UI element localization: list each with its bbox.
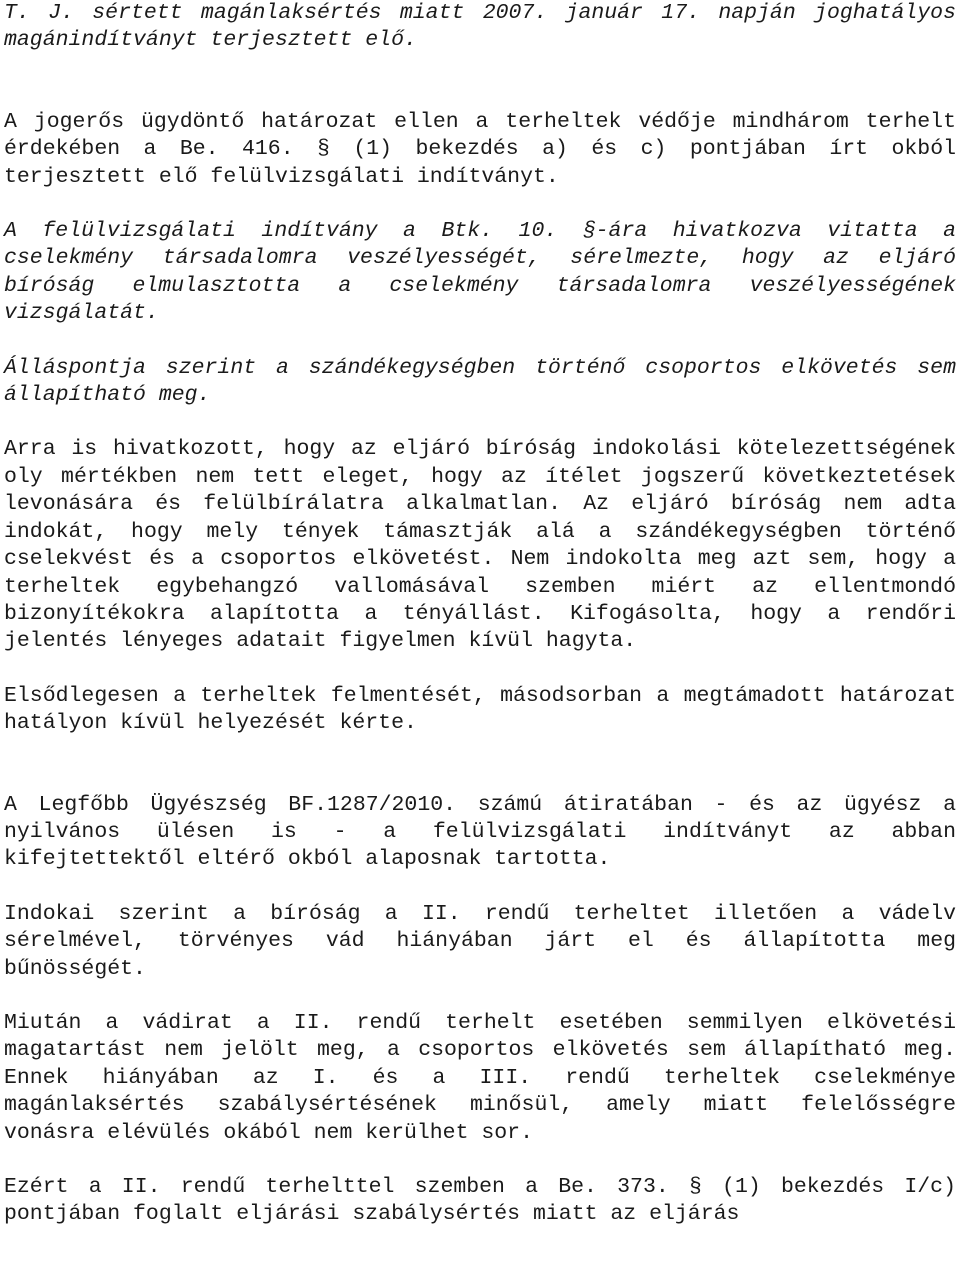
paragraph-3: A felülvizsgálati indítvány a Btk. 10. §-ára hivatkozva vitatta a cselekmény társadalomra veszélyességét, sérelmezte, hogy az eljáró bíróság elmulasztotta a cselekmény társadalomra veszélyességének vizsgálatát. — [4, 219, 956, 326]
paragraph-6: Elsődlegesen a terheltek felmentését, másodsorban a megtámadott határozat hatályon kívül helyezését kérte. — [4, 683, 956, 736]
paragraph-7: A Legfőbb Ügyészség BF.1287/2010. számú átiratában - és az ügyész a nyilvános ülésen is - a felülvizsgálati indítványt az abban kifejtettektől eltérő okból alaposnak tartotta. — [4, 792, 956, 872]
paragraph-5: Arra is hivatkozott, hogy az eljáró bíróság indokolási kötelezettségének oly mértékben nem tett eleget, hogy az ítélet jogszerű következtetések levonására és felülbírálatra alkalmatlan. Az eljáró bíróság nem adta indokát, hogy mely tények támasztják alá a szándékegységben történő cselekvést és a csoportos elkövetést. Nem indokolta meg azt sem, hogy a terheltek egybehangzó vallomásával szemben miért az ellentmondó bizonyítékokra alapította a tényállást. Kifogásolta, hogy a rendőri jelentés lényeges adatait figyelmen kívül hagyta. — [4, 437, 956, 654]
paragraph-8: Indokai szerint a bíróság a II. rendű terheltet illetően a vádelv sérelmével, törvényes vád hiányában járt el és állapította meg bűnösségét. — [4, 901, 956, 981]
paragraph-10: Ezért a II. rendű terhelttel szemben a Be. 373. § (1) bekezdés I/c) pontjában foglalt eljárási szabálysértés miatt az eljárás — [4, 1175, 956, 1227]
document-page — [4, 0, 956, 1229]
paragraph-1: T. J. sértett magánlaksértés miatt 2007. január 17. napján joghatályos magánindítványt terjesztett elő. — [4, 1, 956, 53]
paragraph-4: Álláspontja szerint a szándékegységben történő csoportos elkövetés sem állapítható meg. — [4, 355, 956, 408]
paragraph-9: Miután a vádirat a II. rendű terhelt esetében semmilyen elkövetési magatartást nem jelölt meg, a csoportos elkövetés sem állapítható meg. Ennek hiányában az I. és a III. rendű terheltek cselekménye magánlaksértés szabálysértésének minősül, amely miatt felelősségre vonásra elévülés okából nem kerülhet sor. — [4, 1010, 956, 1145]
paragraph-2: A jogerős ügydöntő határozat ellen a terheltek védője mindhárom terhelt érdekében a Be. 416. § (1) bekezdés a) és c) pontjában írt okból terjesztett elő felülvizsgálati indítványt. — [4, 109, 956, 189]
